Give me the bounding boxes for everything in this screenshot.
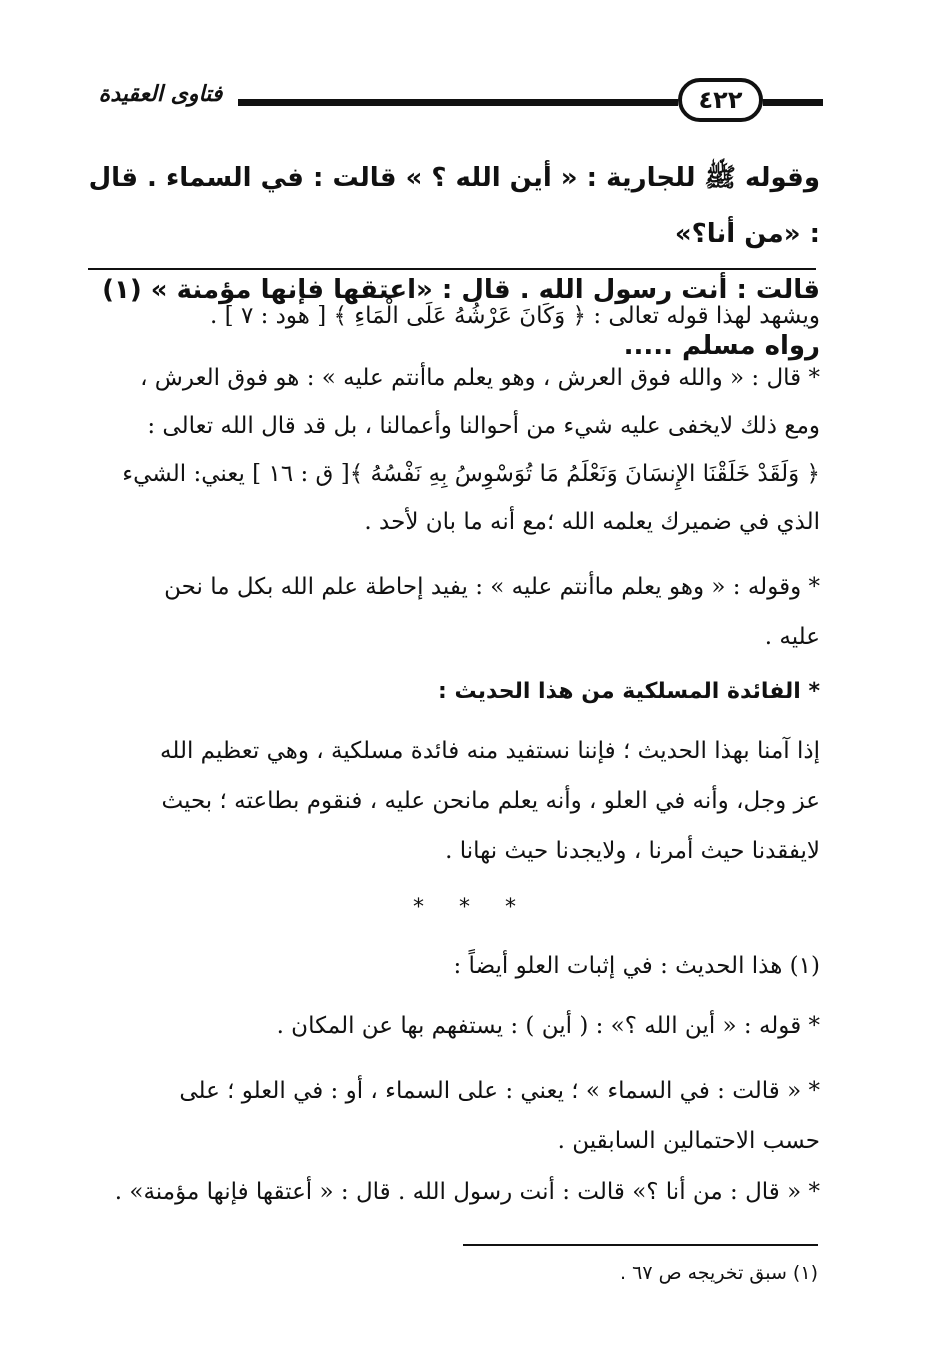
main-text-rule <box>88 268 816 270</box>
footnote: (١) سبق تخريجه ص ٦٧ . <box>620 1262 818 1284</box>
paragraph-4-line: لايفقدنا حيث أمرنا ، ولايجدنا حيث نهانا . <box>445 838 820 864</box>
paragraph-4-line: إذا آمنا بهذا الحديث ؛ فإننا نستفيد منه فائدة مسلكية ، وهي تعظيم الله <box>160 738 820 764</box>
paragraph-3-line: * وقوله : « وهو يعلم ماأنتم عليه » : يفيد إحاطة علم الله بكل ما نحن <box>164 574 820 600</box>
note-2 <box>88 1006 820 1046</box>
footnote-rule <box>463 1244 818 1246</box>
section-heading-text: * الفائدة المسلكية من هذا الحديث : <box>438 679 820 704</box>
paragraph-1-text: ويشهد لهذا قوله تعالى : ﴿ وَكَانَ عَرْشُهُ عَلَى الْمَاءِ ﴾ [ هود : ٧ ] . <box>210 303 820 329</box>
hadith-line-2: قالت : أنت رسول الله . قال : «اعتقها فإنها مؤمنة » (١) رواه مسلم ..... <box>102 275 820 361</box>
header-rule <box>238 99 678 106</box>
hadith-line-1: وقوله ﷺ للجارية : « أين الله ؟ » قالت : في السماء . قال : «من أنا؟» <box>88 163 820 249</box>
paragraph-2-line: ﴿ وَلَقَدْ خَلَقْنَا الإِنسَانَ وَنَعْلَمُ مَا تُوَسْوِسُ بِهِ نَفْسُهُ ﴾[ ق : ١٦ ] يعني: الشيء <box>122 461 820 487</box>
paragraph-2 <box>88 354 820 546</box>
note-4-text: * « قال : من أنا ؟» قالت : أنت رسول الله . قال : « أعتقها فإنها مؤمنة» . <box>114 1179 820 1205</box>
section-separator-stars: * * * <box>413 895 530 920</box>
note-3 <box>88 1066 820 1166</box>
page-number: ٤٢٢ <box>678 78 763 122</box>
paragraph-1 <box>88 296 820 336</box>
paragraph-2-line: الذي في ضميرك يعلمه الله ؛مع أنه ما بان لأحد . <box>364 509 820 535</box>
page-header <box>88 78 823 126</box>
note-1 <box>88 946 820 986</box>
note-3-line: حسب الاحتمالين السابقين . <box>557 1128 820 1154</box>
paragraph-3 <box>88 562 820 662</box>
paragraph-2-line: ومع ذلك لايخفى عليه شيء من أحوالنا وأعمالنا ، بل قد قال الله تعالى : <box>147 413 820 439</box>
note-3-line: * « قالت : في السماء » ؛ يعني : على السماء ، أو : في العلو ؛ على <box>179 1078 820 1104</box>
running-title: فتاوى العقيدة <box>98 82 223 107</box>
paragraph-4 <box>88 726 820 876</box>
note-1-text: (١) هذا الحديث : في إثبات العلو أيضاً : <box>453 953 820 979</box>
header-rule-right <box>763 99 823 106</box>
hadith-text <box>88 150 820 374</box>
paragraph-2-line: * قال : « والله فوق العرش ، وهو يعلم ماأنتم عليه » : هو فوق العرش ، <box>140 365 820 391</box>
section-heading <box>88 672 820 712</box>
note-2-text: * قوله : « أين الله ؟» : ( أين ) : يستفهم بها عن المكان . <box>276 1013 820 1039</box>
paragraph-3-line: عليه . <box>764 624 820 650</box>
paragraph-4-line: عز وجل، وأنه في العلو ، وأنه يعلم مانحن عليه ، فنقوم بطاعته ؛ بحيث <box>161 788 820 814</box>
note-4 <box>88 1172 820 1212</box>
